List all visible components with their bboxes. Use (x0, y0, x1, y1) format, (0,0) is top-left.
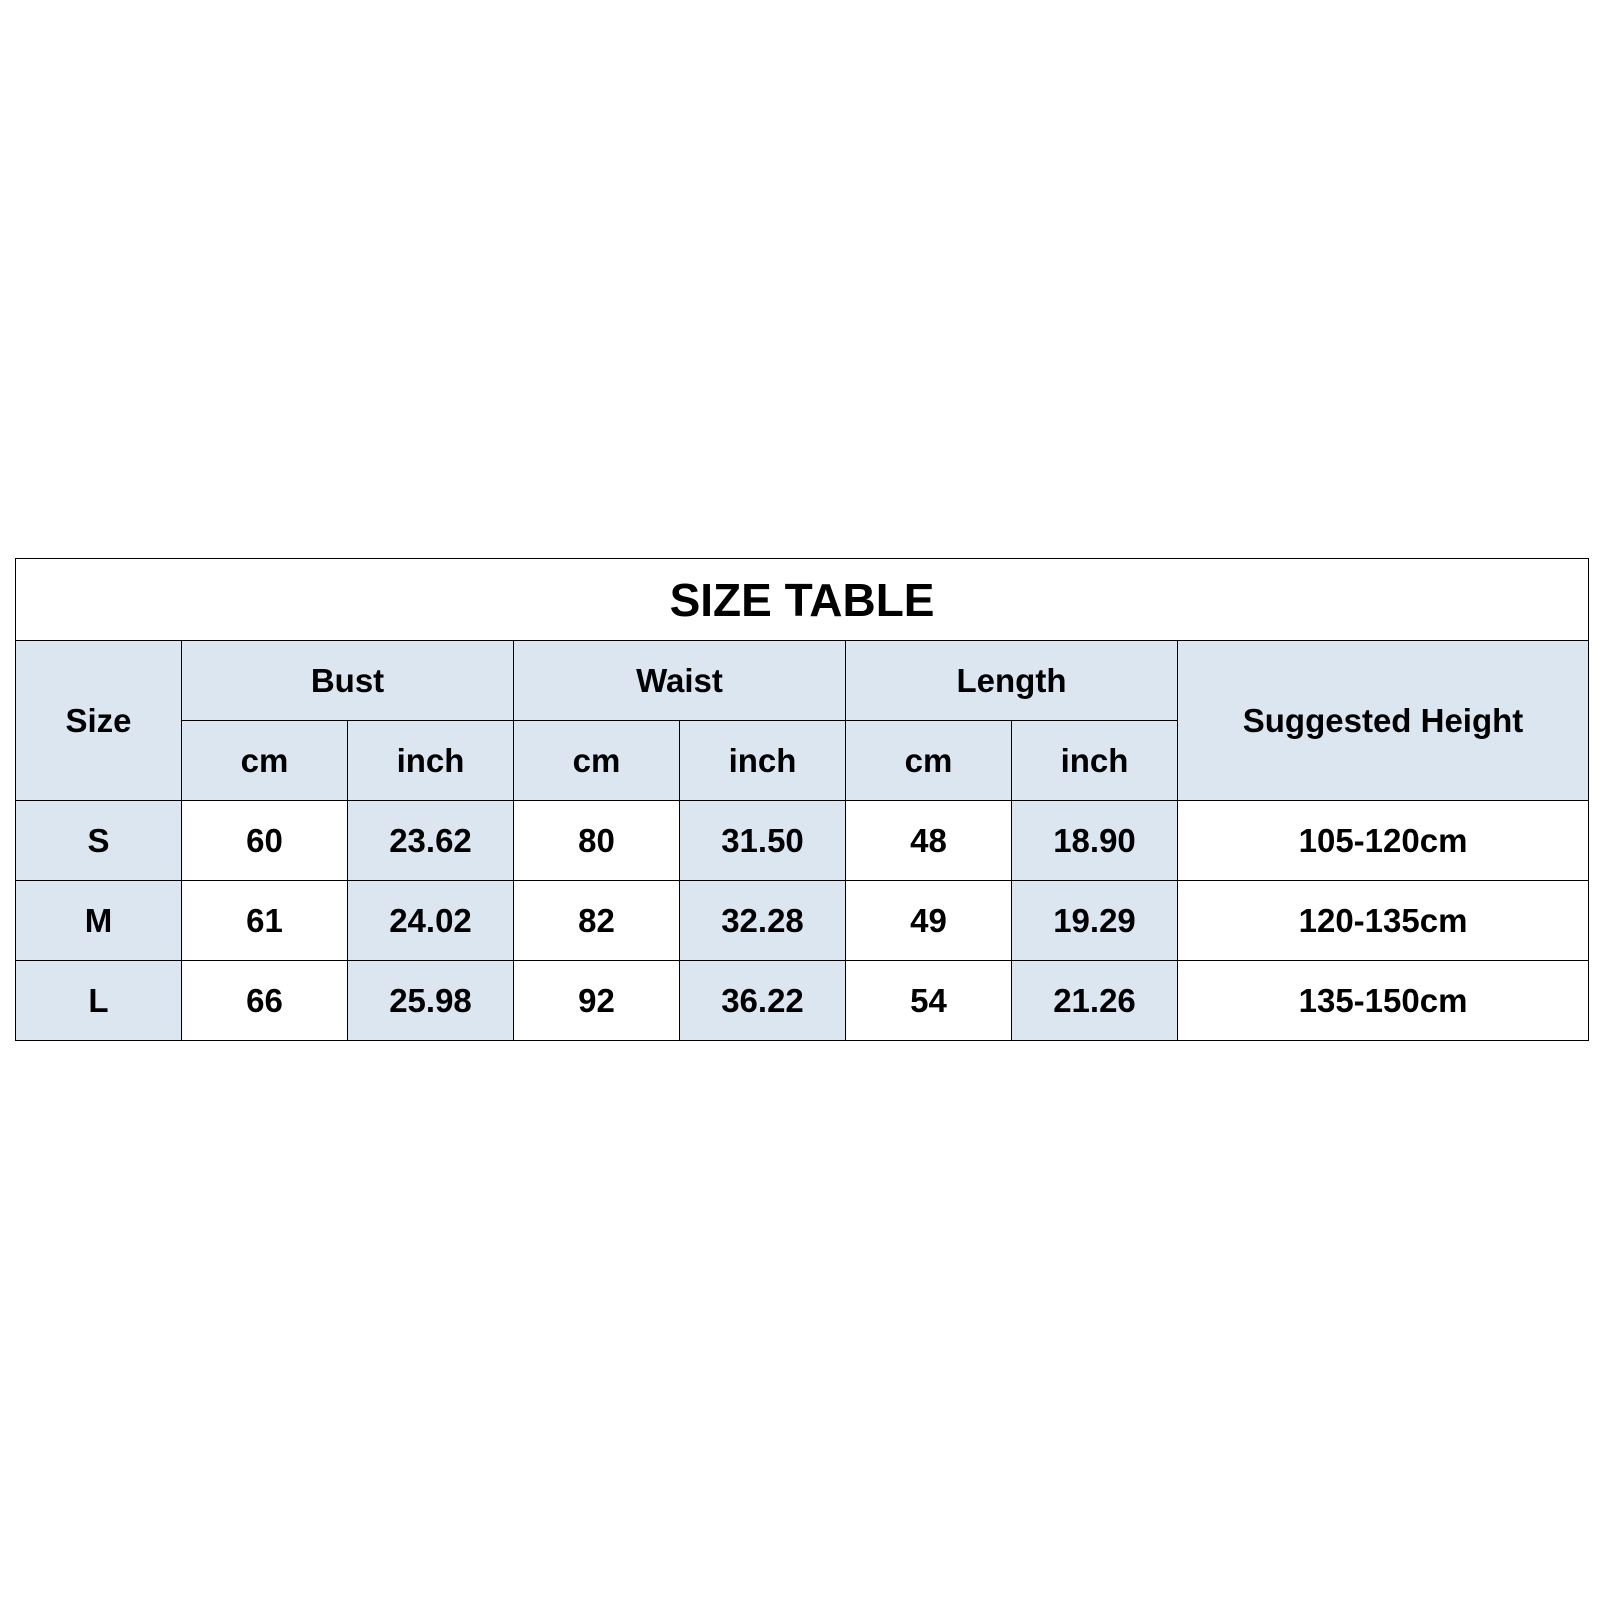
table-row (16, 801, 1589, 881)
size-cell: L (16, 961, 182, 1041)
length-cm-cell: 54 (846, 961, 1012, 1041)
header-row-main (16, 641, 1589, 721)
waist-cm-cell: 92 (514, 961, 680, 1041)
title-row (16, 559, 1589, 641)
waist-inch-cell: 36.22 (680, 961, 846, 1041)
unit-waist-inch: inch (680, 721, 846, 801)
unit-bust-cm: cm (182, 721, 348, 801)
unit-length-cm: cm (846, 721, 1012, 801)
length-cm-cell: 49 (846, 881, 1012, 961)
waist-cm-cell: 82 (514, 881, 680, 961)
size-table (15, 558, 1589, 1041)
height-cell: 120-135cm (1178, 881, 1589, 961)
bust-inch-cell: 23.62 (348, 801, 514, 881)
waist-inch-cell: 32.28 (680, 881, 846, 961)
waist-cm-cell: 80 (514, 801, 680, 881)
bust-inch-cell: 24.02 (348, 881, 514, 961)
header-waist: Waist (514, 641, 846, 721)
height-cell: 135-150cm (1178, 961, 1589, 1041)
header-size: Size (16, 641, 182, 801)
length-inch-cell: 19.29 (1012, 881, 1178, 961)
bust-cm-cell: 61 (182, 881, 348, 961)
unit-waist-cm: cm (514, 721, 680, 801)
unit-length-inch: inch (1012, 721, 1178, 801)
unit-bust-inch: inch (348, 721, 514, 801)
length-inch-cell: 21.26 (1012, 961, 1178, 1041)
header-length: Length (846, 641, 1178, 721)
bust-inch-cell: 25.98 (348, 961, 514, 1041)
table-row (16, 881, 1589, 961)
height-cell: 105-120cm (1178, 801, 1589, 881)
length-cm-cell: 48 (846, 801, 1012, 881)
size-cell: S (16, 801, 182, 881)
bust-cm-cell: 66 (182, 961, 348, 1041)
bust-cm-cell: 60 (182, 801, 348, 881)
waist-inch-cell: 31.50 (680, 801, 846, 881)
table-title: SIZE TABLE (16, 559, 1589, 641)
table-row (16, 961, 1589, 1041)
size-cell: M (16, 881, 182, 961)
header-bust: Bust (182, 641, 514, 721)
length-inch-cell: 18.90 (1012, 801, 1178, 881)
header-suggested-height: Suggested Height (1178, 641, 1589, 801)
